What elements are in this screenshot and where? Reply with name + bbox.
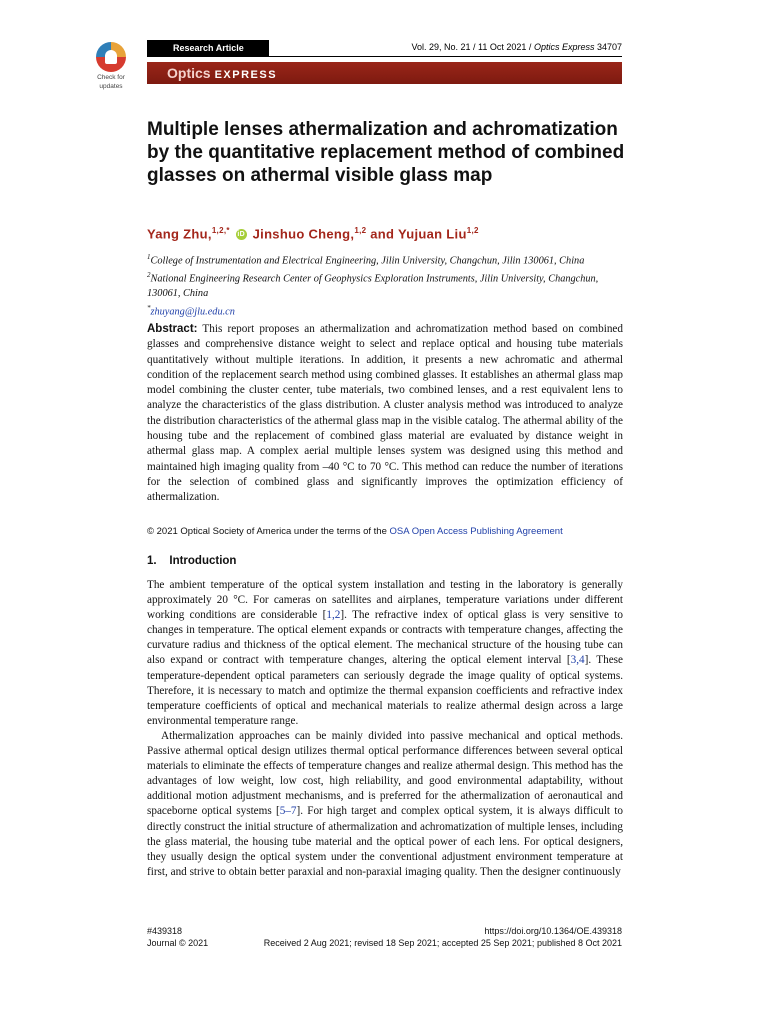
journal-logo (167, 65, 277, 81)
badge-label-1: Check for (97, 74, 125, 81)
journal-copyright: Journal © 2021 (147, 938, 209, 948)
orcid-icon[interactable]: iD (237, 231, 245, 239)
text-run: ]. For high target and complex optical system, it is always difficult to directly construct the initial structure of athermalization and achromatization of multiple lenses, including the glass material, the housing tube material and the optical power of each lens. For optical designers, they usually design the optical system under the conventional adjustment environment temperature at first, and strive to obtain better paraxial and non-paraxial imaging quality. Then the designer continuously (147, 805, 623, 878)
affil-text: College of Instrumentation and Electrical Engineering, Jilin University, Changchun, Jilin 130061, China (150, 255, 585, 267)
logo-optics: Optics (167, 65, 211, 81)
doi-link[interactable]: https://doi.org/10.1364/OE.439318 (484, 926, 622, 936)
abstract (147, 322, 623, 506)
author-name[interactable]: Yang Zhu, (147, 226, 212, 242)
abstract-text: This report proposes an athermalization and achromatization method based on combined glasses and comprehensive distance weight to select and replace optical and housing tube materials quantitatively without multiple iterations. In addition, it presents a new achromatic and athermal condition of the replacement search method using combined glasses. It establishes an athermal glass map model combining the cluster center, tube materials, two combined lenses, and a rest equivalent lens to analyze the characteristics of the glass distribution. A cluster analysis method was introduced to analyze the distribution characteristics of the athermal glass map in the visible catalog. The athermal ability of the housing tube and the replacement of combined glass material are evaluated by distance weight in athermal glass map. A complex aerial multiple lenses system was designed using this method and maintained high imaging quality from –40 °C to 70 °C. This method can reduce the number of iterations for the selection of combined glass and significantly improves the optimization efficiency of athermalization. (147, 323, 623, 504)
section-heading: 1. Introduction (147, 555, 237, 567)
publication-dates: Received 2 Aug 2021; revised 18 Sep 2021; accepted 25 Sep 2021; published 8 Oct 2021 (263, 938, 622, 948)
abstract-label: Abstract: (147, 323, 198, 335)
affil-text: National Engineering Research Center of Geophysics Exploration Instruments, Jilin University, Changchun, 130061, China (147, 273, 599, 299)
email-link[interactable]: zhuyang@jlu.edu.cn (150, 306, 235, 318)
author-affil-ref: 1,2 (354, 226, 367, 235)
affiliations (147, 250, 627, 319)
article-header (147, 40, 622, 57)
citation-link[interactable]: 5–7 (279, 805, 297, 818)
author-name[interactable]: Jinshuo Cheng, (252, 226, 355, 242)
footer-left (147, 925, 208, 949)
citation-link[interactable]: 3,4 (570, 654, 585, 667)
affil-marker: 1 (147, 253, 151, 261)
author-list (147, 226, 627, 241)
copyright-notice (147, 526, 623, 537)
author-affil-ref: 1,2,* (211, 226, 230, 235)
author-affil-ref: 1,2 (466, 226, 479, 235)
license-link[interactable]: OSA Open Access Publishing Agreement (389, 526, 563, 537)
article-id: #439318 (147, 926, 183, 936)
body-text (147, 578, 623, 880)
text-run: The ambient temperature of the optical system installation and testing in the laboratory is generally approximately 20 °C. For cameras on satellites and airplanes, temperature variations under different working conditions are considerable [ (147, 579, 623, 622)
article-title: Multiple lenses athermalization and achromatization by the quantitative replacement method of combined glasses on athermal visible glass map (147, 119, 625, 186)
citation-line (412, 42, 622, 52)
affil-marker: 2 (147, 271, 151, 280)
logo-express: EXPRESS (214, 69, 278, 81)
affiliation (147, 250, 627, 268)
article-type-label: Research Article (147, 40, 269, 56)
text-run: ]. These temperature-dependent optical parameters can seriously degrade the image quality of optical systems. Therefore, it is necessary to match and optimize the thermal expansion coefficients and refractive index temperature coefficients of optical and mechanical materials to realize athermal design across a large environmental temperature range. (147, 654, 623, 727)
citation-link[interactable]: 1,2 (326, 609, 341, 622)
badge-label-2: updates (99, 83, 123, 90)
paragraph (147, 729, 623, 880)
text-run: ]. The refractive index of optical glass is very sensitive to changes in temperature. The optical element expands or contracts with temperature changes, affecting the curvature radius and thickness of the optical element. The mechanical structure of the housing tube can also expand or contract with temperature changes, altering the optical element interval [ (147, 609, 623, 667)
check-for-updates-badge[interactable] (88, 42, 134, 90)
author-name[interactable]: and Yujuan Liu (370, 226, 467, 242)
page-number: 34707 (594, 42, 622, 52)
volume-info: Vol. 29, No. 21 / 11 Oct 2021 / (411, 42, 534, 52)
text-run: Athermalization approaches can be mainly divided into passive mechanical and optical methods. Passive athermal optical design utilizes thermal optical performance differences between several optical materials to eliminate the effects of temperature changes and realize athermal design. This method has the advantages of low weight, low cost, high reliability, and good environmental adaptability, without additional motion adjustment mechanisms, and is preferred for the athermalization of aeronautical and spaceborne optical systems [ (147, 729, 623, 818)
paragraph (147, 578, 623, 729)
copyright-text: © 2021 Optical Society of America under the terms of the (147, 526, 390, 537)
email-marker: * (147, 303, 151, 312)
journal-banner (147, 62, 622, 84)
footer-right (264, 925, 622, 949)
crossmark-icon (96, 42, 126, 72)
corresponding-email (147, 301, 627, 319)
journal-name: Optics Express (533, 42, 595, 52)
affiliation (147, 268, 627, 300)
